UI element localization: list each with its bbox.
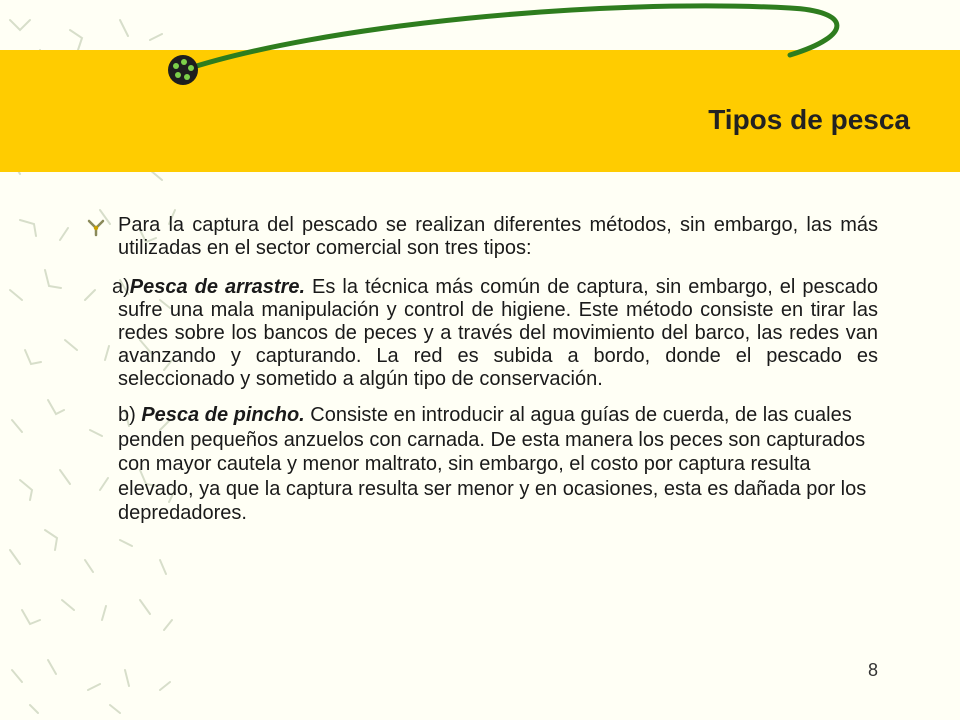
item-a-paragraph xyxy=(112,276,878,391)
item-b-prefix: b) xyxy=(118,404,142,426)
decorative-arc xyxy=(0,0,960,180)
page-number: 8 xyxy=(868,660,879,680)
intro-paragraph xyxy=(118,214,878,260)
item-a-term: Pesca de arrastre. xyxy=(129,276,306,298)
item-b-term: Pesca de pincho. xyxy=(141,404,305,426)
green-dot-circle-icon xyxy=(168,55,198,85)
item-a-text: Es la técnica más común de captura, sin embargo, el pescado sufre una mala manipulación y control de higiene. Este método consiste en tirar las redes sobre los bancos de peces y a través del movimiento del barco, las redes van avanzando y capturando. La red es subida a bordo, donde el pescado es seleccionado y sometido a algún tipo de conservación. xyxy=(118,276,878,390)
slide-content xyxy=(112,214,878,526)
item-a-prefix: a) xyxy=(112,276,130,298)
intro-text: Para la captura del pescado se realizan diferentes métodos, sin embargo, las más utilizadas en el sector comercial son tres tipos: xyxy=(118,214,878,259)
anchor-bullet-icon xyxy=(86,218,106,238)
slide-title: Tipos de pesca xyxy=(708,104,910,135)
item-b-paragraph xyxy=(118,403,878,526)
item-b-text: Consiste en introducir al agua guías de cuerda, de las cuales penden pequeños anzuelos con carnada. De esta manera los peces son capturados con mayor cautela y menor maltrato, sin embargo, el costo por captura resulta elevado, ya que la captura resulta ser menor y en ocasiones, esta es dañada por los depredadores. xyxy=(118,404,867,524)
